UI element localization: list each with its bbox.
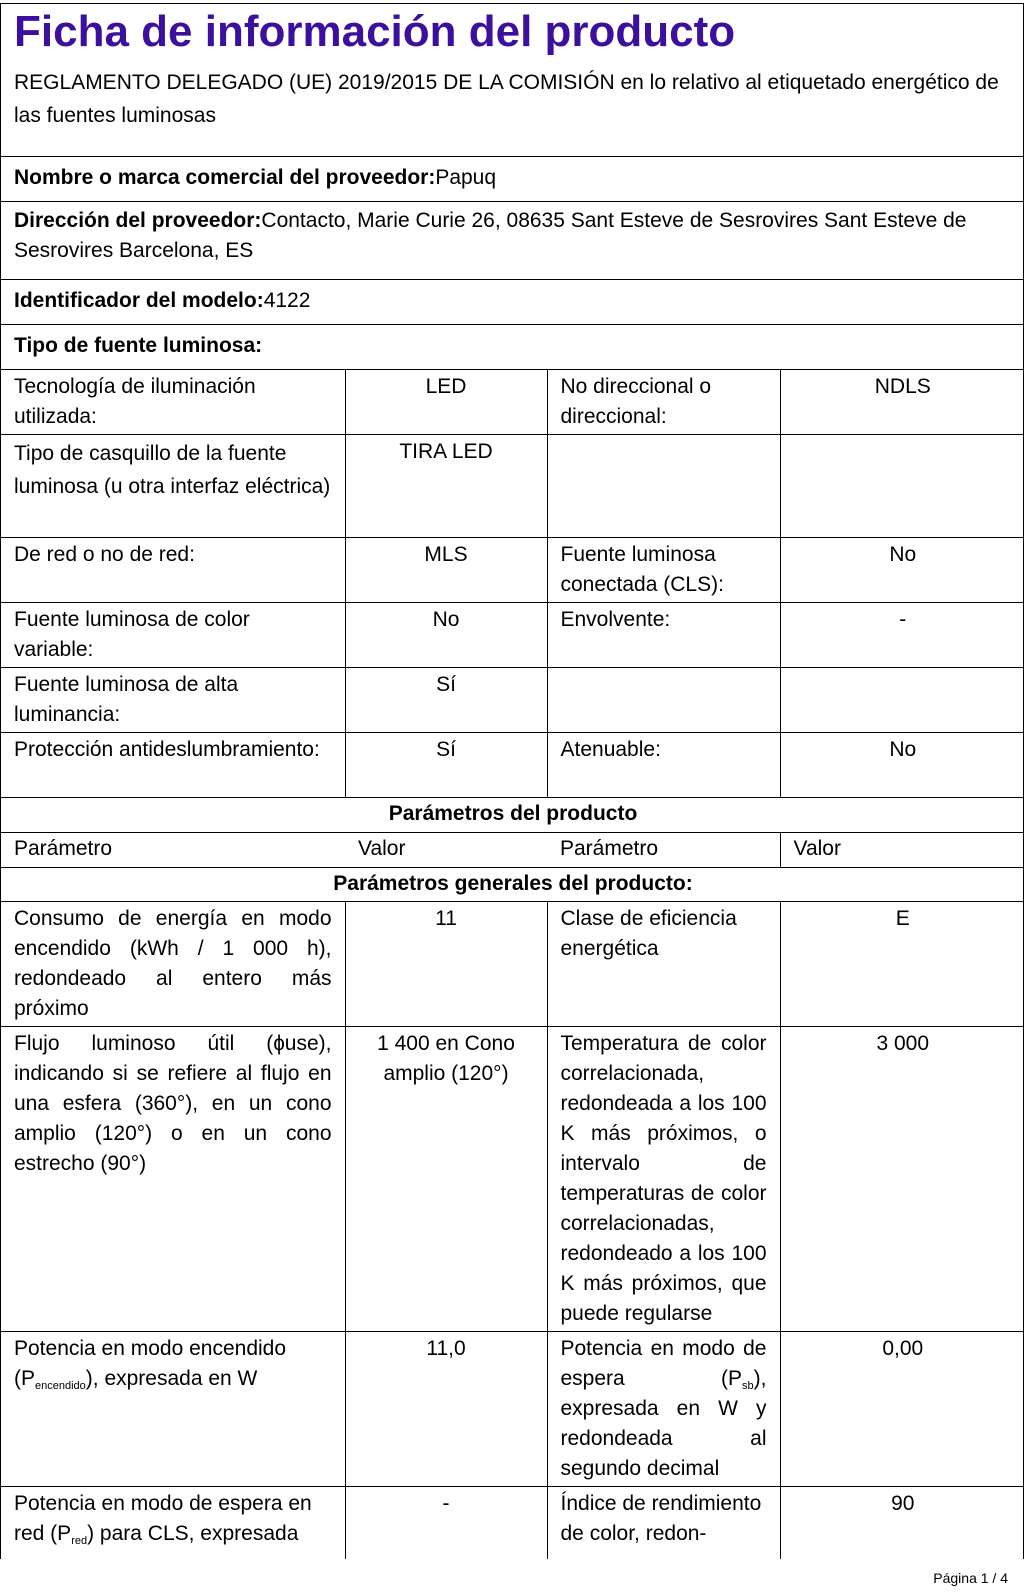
supplier-name-value: Papuq xyxy=(435,166,497,189)
param-name: Protección antideslumbramiento: xyxy=(1,733,345,798)
table-row xyxy=(1,603,1024,668)
table-row xyxy=(1,1487,1024,1560)
param-value: 0,00 xyxy=(780,1332,1024,1487)
param-value: No xyxy=(780,733,1024,798)
product-information-sheet xyxy=(0,3,1024,1559)
section-heading-row xyxy=(1,798,1024,833)
param-name: Fuente luminosa de color variable: xyxy=(1,603,345,668)
model-id-value: 4122 xyxy=(263,289,311,312)
param-name xyxy=(1,1487,345,1560)
param-name-text: Potencia en modo de espera en red (P xyxy=(14,1492,312,1545)
light-source-type-label: Tipo de fuente luminosa: xyxy=(14,334,263,357)
param-name-subscript: sb xyxy=(742,1380,754,1392)
param-name: Clase de eficiencia energética xyxy=(547,902,780,1027)
param-value: Sí xyxy=(345,668,547,733)
param-name-subscript: red xyxy=(71,1535,88,1547)
table-header-row xyxy=(1,833,1024,868)
param-value: NDLS xyxy=(780,370,1024,435)
param-name: No direccional o direccional: xyxy=(547,370,780,435)
page-number: Página 1 / 4 xyxy=(933,1570,1008,1586)
param-name: Consumo de energía en modo encendido (kWh / 1 000 h), redondeado al entero más próximo xyxy=(1,902,345,1027)
param-name: Fuente luminosa de alta luminancia: xyxy=(1,668,345,733)
param-value: No xyxy=(780,538,1024,603)
table-row xyxy=(1,668,1024,733)
param-value: - xyxy=(345,1487,547,1560)
column-header: Valor xyxy=(780,833,1024,868)
param-name: Envolvente: xyxy=(547,603,780,668)
param-value: 11,0 xyxy=(345,1332,547,1487)
param-name xyxy=(1,1332,345,1487)
table-row xyxy=(1,435,1024,538)
param-name-text: ), expresada en W y redondeada al segundo decimal xyxy=(560,1367,767,1480)
table-row xyxy=(1,370,1024,435)
param-value: No xyxy=(345,603,547,668)
param-value: MLS xyxy=(345,538,547,603)
product-table xyxy=(1,369,1024,1559)
section-heading-row xyxy=(1,868,1024,902)
param-name: Índice de rendimiento de color, redon- xyxy=(547,1487,780,1560)
param-name xyxy=(547,1332,780,1487)
param-value: E xyxy=(780,902,1024,1027)
param-name: Flujo luminoso útil (ɸuse), indicando si se refiere al flujo en una esfera (360°), en un cono amplio (120°) o en un cono estrecho (90°) xyxy=(1,1027,345,1332)
supplier-address-label: Dirección del proveedor: xyxy=(14,209,262,232)
param-value: LED xyxy=(345,370,547,435)
table-row xyxy=(1,733,1024,798)
param-value: 3 000 xyxy=(780,1027,1024,1332)
param-name-subscript: encendido xyxy=(35,1380,86,1392)
model-id-label: Identificador del modelo: xyxy=(14,289,264,312)
regulation-text: REGLAMENTO DELEGADO (UE) 2019/2015 DE LA COMISIÓN en lo relativo al etiquetado energético de las fuentes luminosas xyxy=(14,71,999,127)
table-row xyxy=(1,538,1024,603)
param-name xyxy=(547,435,780,538)
param-value: 90 xyxy=(780,1487,1024,1560)
param-name-text: Potencia en modo de espera (P xyxy=(560,1337,767,1390)
product-params-heading: Parámetros del producto xyxy=(1,798,1024,833)
supplier-name-row xyxy=(1,156,1023,201)
param-value: - xyxy=(780,603,1024,668)
param-name-text: ), expresada en W xyxy=(85,1367,258,1390)
param-value: TIRA LED xyxy=(345,435,547,538)
param-name-text: Potencia en modo encendido (P xyxy=(14,1337,287,1390)
model-id-row xyxy=(1,279,1023,324)
page-title: Ficha de información del producto xyxy=(14,7,736,56)
column-header: Parámetro xyxy=(1,833,345,868)
param-name: Tipo de casquillo de la fuente luminosa (u otra interfaz eléctrica) xyxy=(1,435,345,538)
table-row xyxy=(1,1332,1024,1487)
column-header: Valor xyxy=(345,833,547,868)
param-value: Sí xyxy=(345,733,547,798)
param-value xyxy=(780,435,1024,538)
column-header: Parámetro xyxy=(547,833,780,868)
supplier-address-value: Contacto, Marie Curie 26, 08635 Sant Esteve de Sesrovires Sant Esteve de Sesrovires Barcelona, ES xyxy=(14,209,967,262)
param-name: De red o no de red: xyxy=(1,538,345,603)
param-value: 11 xyxy=(345,902,547,1027)
general-params-heading: Parámetros generales del producto: xyxy=(1,868,1024,902)
param-name: Atenuable: xyxy=(547,733,780,798)
param-name: Temperatura de color correlacionada, redondeada a los 100 K más próximos, o intervalo de temperaturas de color correlacionadas, redondeado a los 100 K más próximos, que puede regularse xyxy=(547,1027,780,1332)
table-row xyxy=(1,902,1024,1027)
param-name: Tecnología de iluminación utilizada: xyxy=(1,370,345,435)
light-source-type-row xyxy=(1,324,1023,369)
supplier-address-row xyxy=(1,201,1023,279)
table-row xyxy=(1,1027,1024,1332)
param-value: 1 400 en Cono amplio (120°) xyxy=(345,1027,547,1332)
supplier-name-label: Nombre o marca comercial del proveedor: xyxy=(14,166,436,189)
param-name: Fuente luminosa conectada (CLS): xyxy=(547,538,780,603)
param-name-text: ) para CLS, expresada xyxy=(87,1522,299,1545)
param-name xyxy=(547,668,780,733)
param-value xyxy=(780,668,1024,733)
